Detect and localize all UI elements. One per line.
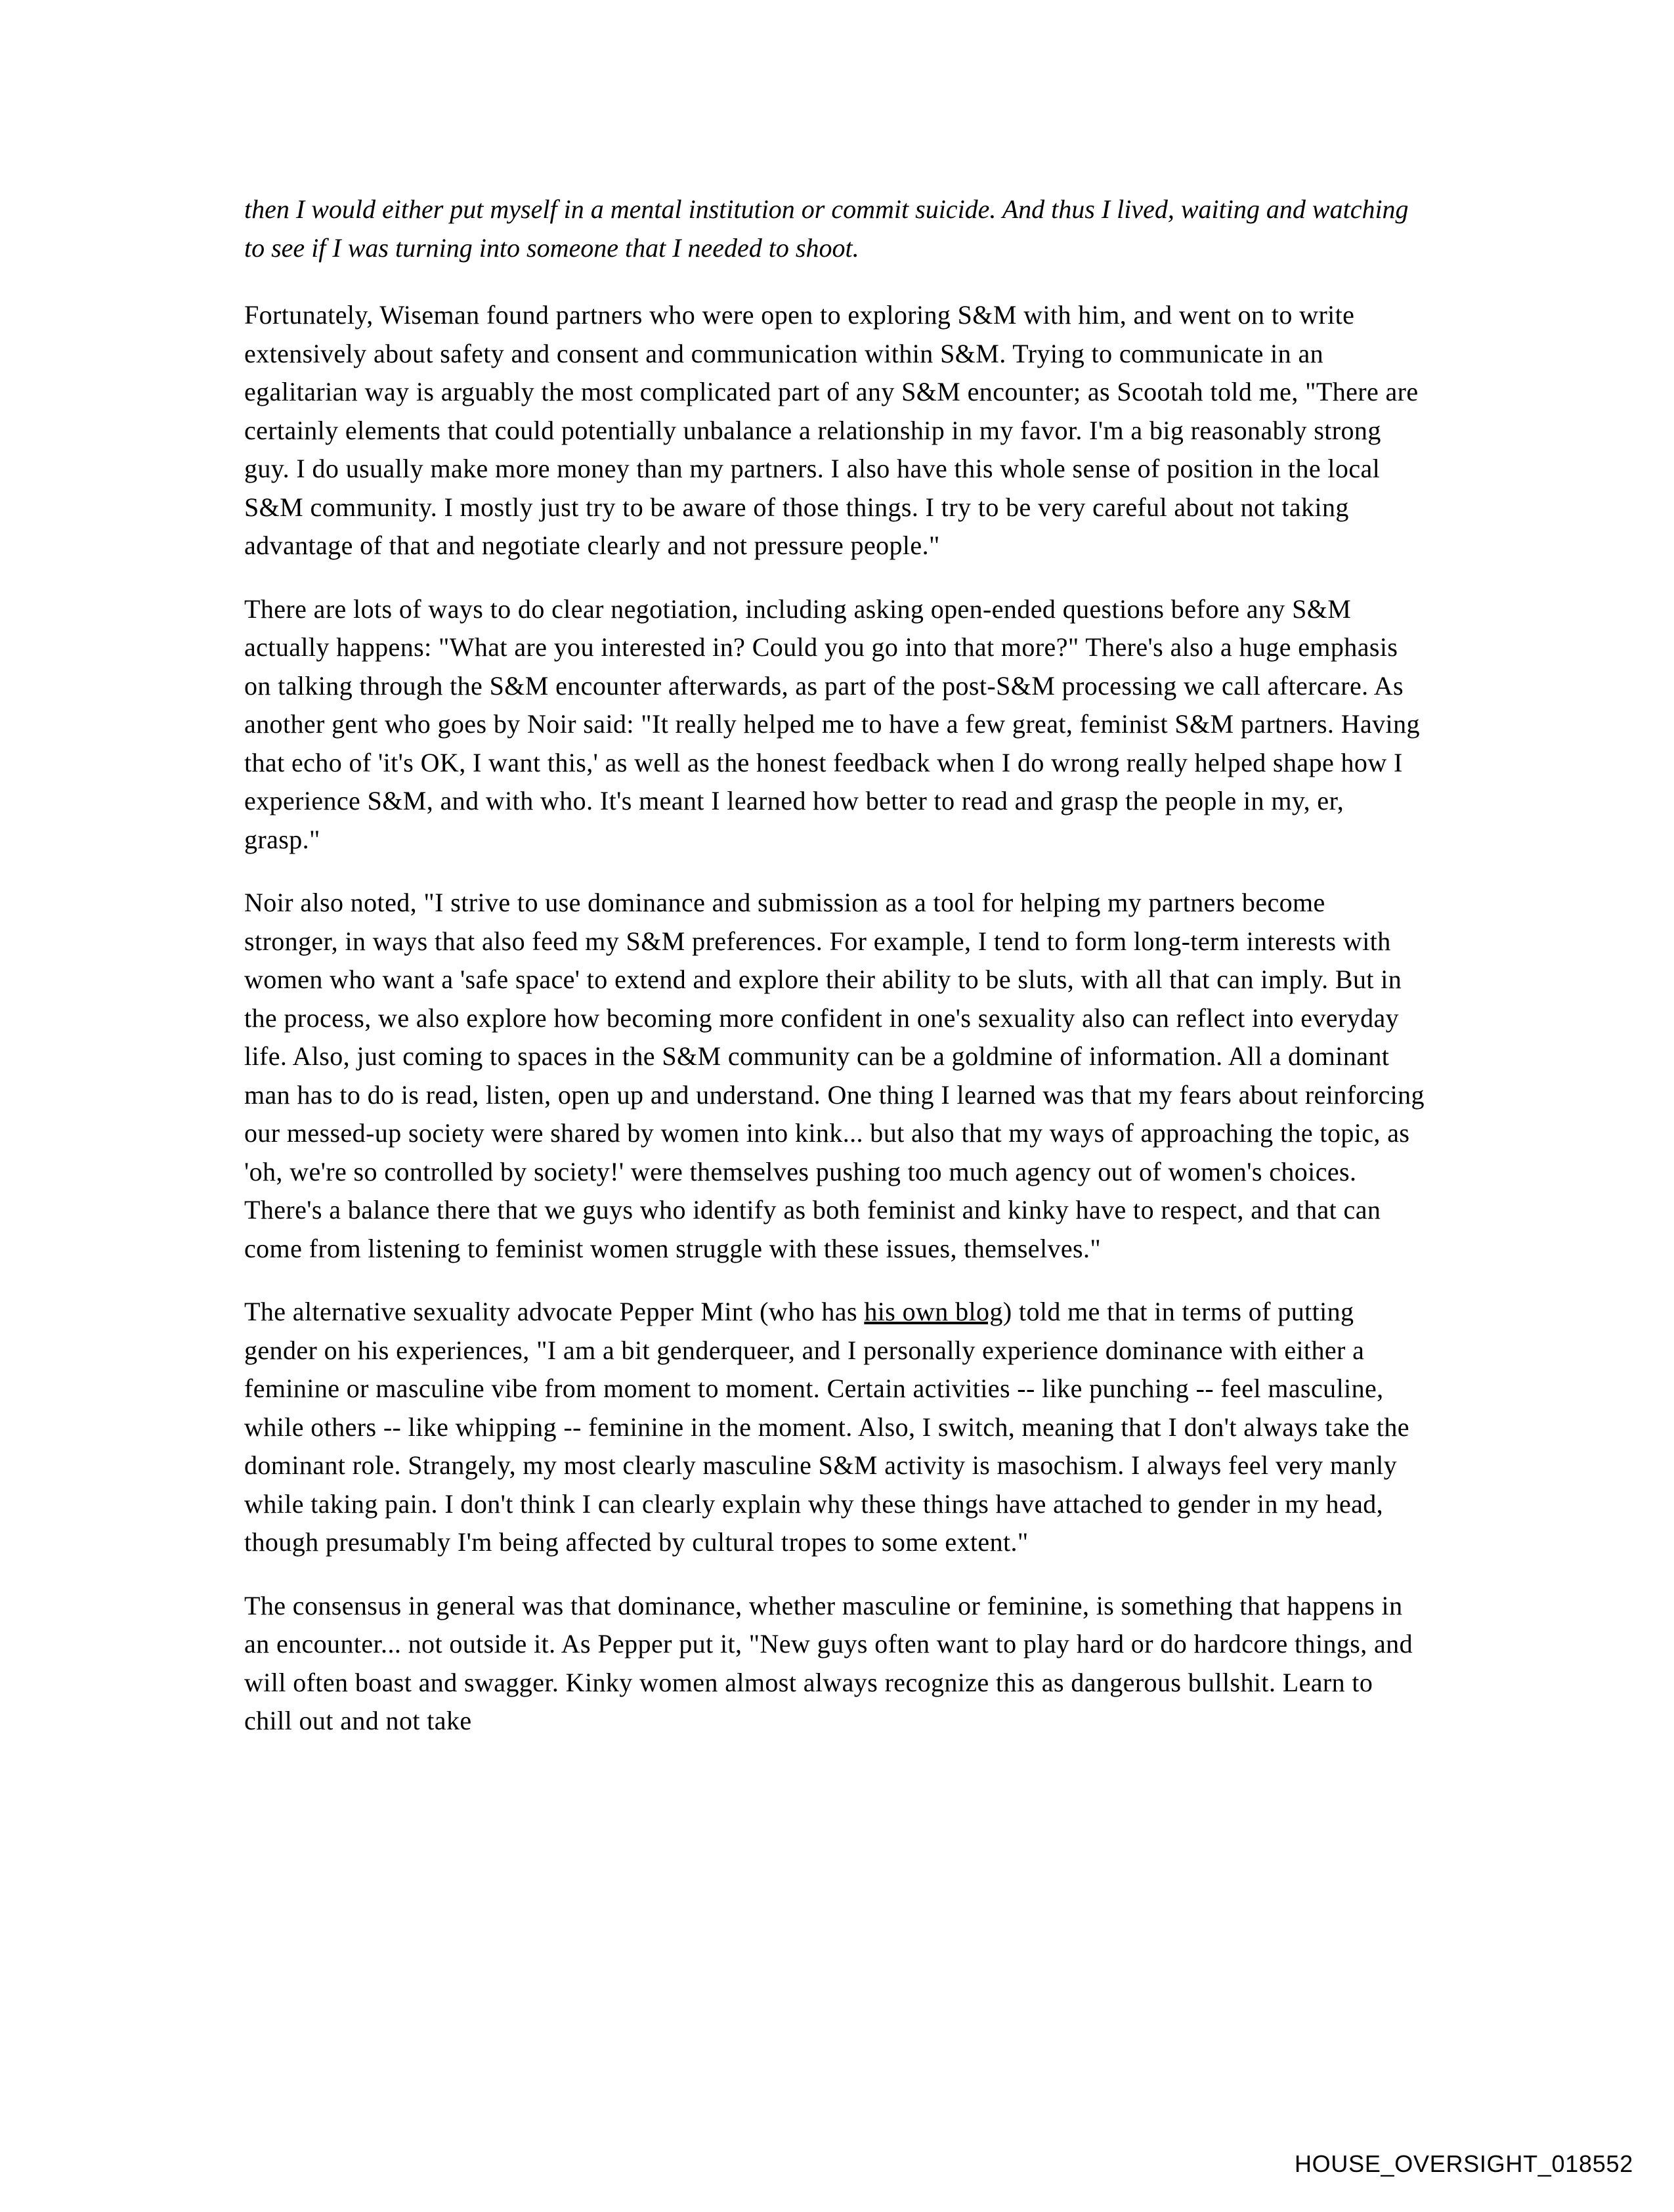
his-own-blog-link[interactable]: his own blog <box>864 1297 1003 1326</box>
paragraph-with-link <box>244 1293 1426 1562</box>
paragraph-3: Noir also noted, "I strive to use dominance and submission as a tool for helping my partners become stronger, in ways that also feed my S&M preferences. For example, I tend to form long-term interests with women who want a 'safe space' to extend and explore their ability to be sluts, with all that can imply. But in the process, we also explore how becoming more confident in one's sexuality also can reflect into everyday life. Also, just coming to spaces in the S&M community can be a goldmine of information. All a dominant man has to do is read, listen, open up and understand. One thing I learned was that my fears about reinforcing our messed-up society were shared by women into kink... but also that my ways of approaching the topic, as 'oh, we're so controlled by society!' were themselves pushing too much agency out of women's choices. There's a balance there that we guys who identify as both feminist and kinky have to respect, and that can come from listening to feminist women struggle with these issues, themselves." <box>244 888 1425 1263</box>
paragraph-2: There are lots of ways to do clear negotiation, including asking open-ended questions before any S&M actually happens: "What are you interested in? Could you go into that more?" There's also a huge emphasis on talking through the S&M encounter afterwards, as part of the post-S&M processing we call aftercare. As another gent who goes by Noir said: "It really helped me to have a few great, feminist S&M partners. Having that echo of 'it's OK, I want this,' as well as the honest feedback when I do wrong really helped shape how I experience S&M, and with who. It's meant I learned how better to read and grasp the people in my, er, grasp." <box>244 594 1420 854</box>
document-body <box>244 190 1426 1766</box>
paragraph-link-before-text: The alternative sexuality advocate Pepper Mint (who has <box>244 1297 865 1326</box>
bates-stamp: HOUSE_OVERSIGHT_018552 <box>1294 2150 1633 2177</box>
blockquote-continuation: then I would either put myself in a mental institution or commit suicide. And thus I lived, waiting and watching to see if I was turning into someone that I needed to shoot. <box>244 194 1409 263</box>
paragraph-1: Fortunately, Wiseman found partners who were open to exploring S&M with him, and went on to write extensively about safety and consent and communication within S&M. Trying to communicate in an egalitarian way is arguably the most complicated part of any S&M encounter; as Scootah told me, "There are certainly elements that could potentially unbalance a relationship in my favor. I'm a big reasonably strong guy. I do usually make more money than my partners. I also have this whole sense of position in the local S&M community. I mostly just try to be aware of those things. I try to be very careful about not taking advantage of that and negotiate clearly and not pressure people." <box>244 300 1419 560</box>
paragraph-5: The consensus in general was that dominance, whether masculine or feminine, is something that happens in an encounter... not outside it. As Pepper put it, "New guys often want to play hard or do hardcore things, and will often boast and swagger. Kinky women almost always recognize this as dangerous bullshit. Learn to chill out and not take <box>244 1590 1413 1735</box>
paragraph-link-after-text: ) told me that in terms of putting gender on his experiences, "I am a bit genderqueer, and I personally experience dominance with either a feminine or masculine vibe from moment to moment. Certain activities -- like punching -- feel masculine, while others -- like whipping -- feminine in the moment. Also, I switch, meaning that I don't always take the dominant role. Strangely, my most clearly masculine S&M activity is masochism. I always feel very manly while taking pain. I don't think I can clearly explain why these things have attached to gender in my head, though presumably I'm being affected by cultural tropes to some extent." <box>244 1297 1409 1557</box>
